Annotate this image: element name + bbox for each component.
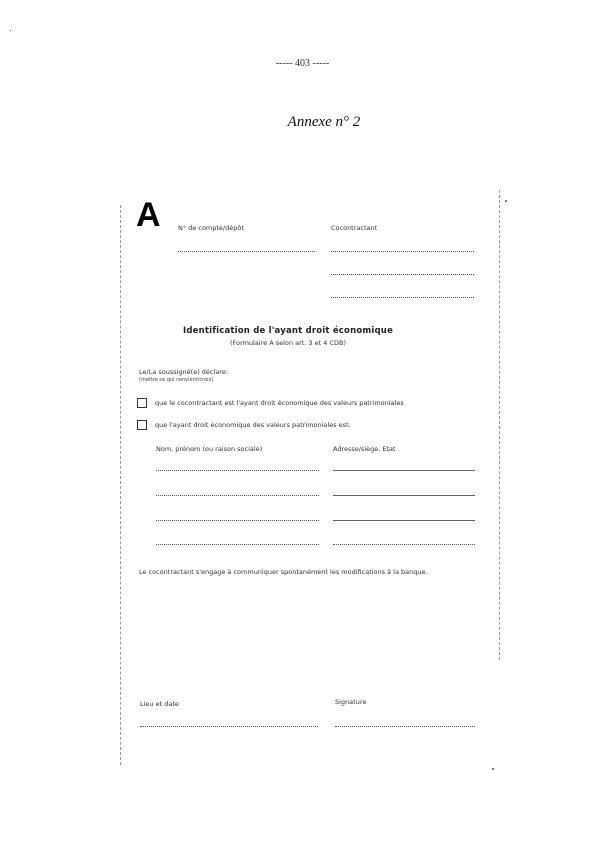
account-number-field[interactable]: [178, 251, 315, 252]
right-margin-edge: [499, 190, 500, 660]
signature-label: Signature: [335, 698, 367, 706]
contracting-party-line-3[interactable]: [331, 297, 474, 298]
annex-title: Annexe n° 2: [287, 114, 361, 130]
contracting-party-line-2[interactable]: [331, 274, 474, 275]
owner-address-line-1[interactable]: [333, 470, 475, 471]
owner-name-line-2[interactable]: [156, 495, 319, 496]
scan-speck: [10, 30, 11, 31]
page-number: ----- 403 -----: [275, 58, 330, 69]
contracting-party-line-1[interactable]: [331, 251, 474, 252]
owner-address-line-4[interactable]: [333, 544, 475, 545]
scan-speck: [492, 768, 494, 770]
option-2-label: que l'ayant droit économique des valeurs patrimoniales est:: [155, 421, 351, 429]
owner-name-line-1[interactable]: [156, 470, 319, 471]
form-subtitle: (Formulaire A selon art. 3 et 4 CDB): [230, 339, 346, 347]
option-2-checkbox[interactable]: [137, 420, 147, 430]
signature-field[interactable]: [335, 726, 475, 727]
place-date-label: Lieu et date: [140, 700, 179, 708]
commitment-statement: Le cocontractant s'engage à communiquer spontanément les modifications à la banque.: [139, 568, 428, 576]
declaration-label: Le/La soussigné(e) déclare:: [139, 368, 229, 376]
place-date-field[interactable]: [140, 726, 318, 727]
option-1-checkbox[interactable]: [137, 398, 147, 408]
owner-name-line-3[interactable]: [156, 520, 319, 521]
contracting-party-label: Cocontractant: [331, 224, 378, 232]
owner-address-line-3[interactable]: [333, 520, 475, 521]
owner-address-line-2[interactable]: [333, 495, 475, 496]
address-column-header: Adresse/siège, Etat: [333, 445, 396, 453]
scan-speck: [505, 200, 507, 202]
owner-name-line-4[interactable]: [156, 544, 319, 545]
account-number-label: N° de compte/dépôt: [178, 224, 244, 232]
option-1-label: que le cocontractant est l'ayant droit économique des valeurs patrimoniales: [155, 399, 404, 407]
left-margin-edge: [120, 205, 121, 765]
form-letter: A: [136, 196, 161, 234]
declaration-note: (mettre ce qui convient/croix): [139, 377, 214, 383]
form-title: Identification de l'ayant droit économique: [182, 326, 394, 336]
name-column-header: Nom, prénom (ou raison sociale): [156, 445, 263, 453]
